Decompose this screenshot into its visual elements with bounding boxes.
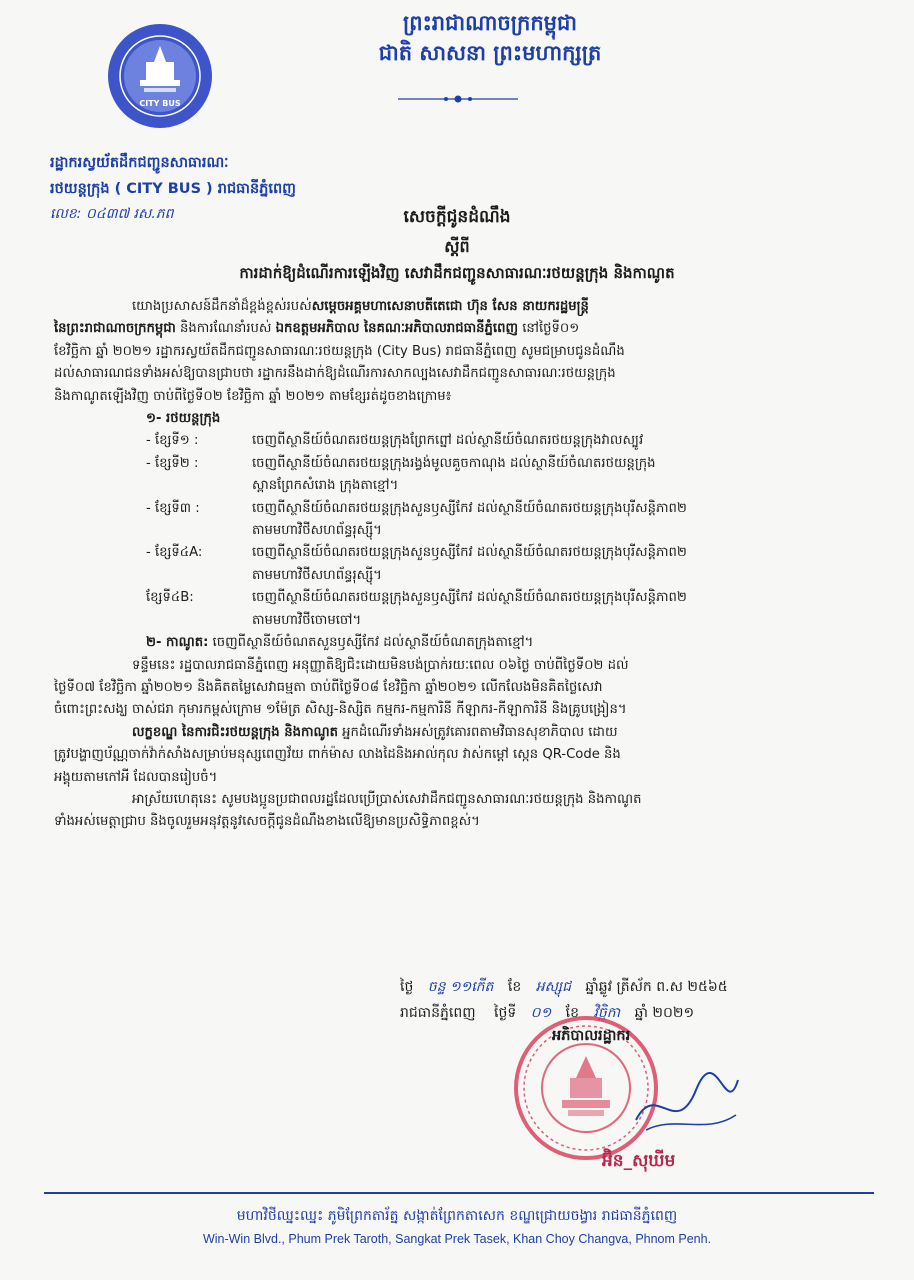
footer-address-kh: មហាវិថីឈ្នះឈ្នះ ភូមិព្រែកតារ័ត្ន សង្កាត់ព្រែកតាសេក ខណ្ឌជ្រោយចង្វារ រាជធានីភ្នំពេញ	[236, 1208, 678, 1224]
intro-text: យោងប្រសាសន៍ដឹកនាំដ៏ខ្ពង់ខ្ពស់របស់	[132, 299, 312, 314]
route-item-cont	[54, 565, 872, 587]
para-conditions-3: អង្គុយតាមកៅអី ដែលបានរៀបចំ។	[54, 769, 218, 785]
route-text: ចេញពីស្ថានីយ៍ចំណតរថយន្តក្រុងព្រែកព្នៅ ដល់ស្ថានីយ៍ចំណតរថយន្តក្រុងវាលស្បូវ	[252, 433, 644, 449]
solar-date: រាជធានីភ្នំពេញ ថ្ងៃទី ០១ ខែ វិច្ឆិកា ឆ្នាំ ២០២១	[400, 1005, 695, 1021]
intro-kingdom: នៃព្រះរាជាណាចក្រកម្ពុជា	[54, 321, 176, 337]
route-text: ចេញពីស្ថានីយ៍ចំណតរថយន្តក្រុងសួនឫស្សីកែវ ដល់ស្ថានីយ៍ចំណតរថយន្តក្រុងបុរីសន្តិភាព២	[252, 545, 687, 561]
route-text: ចេញពីស្ថានីយ៍ចំណតរថយន្តក្រុងរង្វង់មូលគួចកាណុង ដល់ស្ថានីយ៍ចំណតរថយន្តក្រុង	[252, 455, 656, 471]
route-text: តាមមហាវិថីចោមចៅ។	[252, 612, 362, 628]
conditions-text: អ្នកដំណើរទាំងអស់ត្រូវគោរពតាមវិធានសុខាភិបាល ដោយ	[337, 724, 618, 740]
route-item	[54, 430, 872, 452]
kingdom-line-1: ព្រះរាជាណាចក្រកម្ពុជា	[402, 11, 577, 35]
organization-name	[50, 150, 296, 202]
doc-subtitle: ស្តីពី	[444, 237, 470, 256]
city-bus-logo	[106, 22, 214, 130]
intro-line-5: និងកាណូតឡើងវិញ ចាប់ពីថ្ងៃទី០២ ខែវិច្ឆិកា ឆ្នាំ ២០២១ តាមខ្សែរត់ដូចខាងក្រោម៖	[54, 388, 452, 404]
route-label: - ខ្សែទី២ :	[146, 455, 199, 471]
intro-governor: ឯកឧត្តមអភិបាល នៃគណៈអភិបាលរាជធានីភ្នំពេញ	[275, 321, 519, 337]
doc-title: សេចក្តីជូនដំណឹង	[403, 207, 511, 227]
para-closing-2: ទាំងអស់មេត្តាជ្រាប និងចូលរួមអនុវត្តនូវសេចក្តីជូនដំណឹងខាងលើឱ្យមានប្រសិទ្ធិភាពខ្ពស់។	[54, 814, 480, 830]
route-label: - ខ្សែទី៣ :	[146, 500, 200, 516]
place-name: រាជធានីភ្នំពេញ	[400, 1005, 476, 1021]
intro-line-4: ដល់សាធារណជនទាំងអស់ឱ្យបានជ្រាបថា រដ្ឋាករនឹងដាក់ឱ្យដំណើរការសាកល្បងសេវាដឹកជញ្ជូនសាធារណៈរថយន្តក្រុង	[54, 366, 616, 382]
lunar-day: ចន្ទ ១១កេីត	[427, 979, 494, 995]
route-text: ចេញពីស្ថានីយ៍ចំណតរថយន្តក្រុងសួនឫស្សីកែវ ដល់ស្ថានីយ៍ចំណតរថយន្តក្រុងបុរីសន្តិភាព២	[252, 500, 687, 516]
ferry-text: ចេញពីស្ថានីយ៍ចំណតសួនឫស្សីកែវ ដល់ស្ថានីយ៍ចំណតក្រុងតាខ្មៅ។	[208, 635, 534, 651]
route-text: តាមមហាវិថីសហព័ន្ធរុស្ស៊ី។	[252, 567, 382, 583]
ornament-divider	[398, 92, 518, 106]
kingdom-line-2: ជាតិ សាសនា ព្រះមហាក្សត្រ	[378, 41, 602, 65]
route-label: ខ្សែទី៤B:	[146, 590, 194, 606]
intro-pm-name: សម្តេចអគ្គមហាសេនាបតីតេជោ ហ៊ុន សែន នាយករដ្ឋមន្ត្រី	[311, 299, 589, 314]
route-item	[54, 453, 872, 475]
route-item	[54, 542, 872, 564]
para-closing-1: អាស្រ័យហេតុនេះ សូមបងប្អូនប្រជាពលរដ្ឋដែលប្រើប្រាស់សេវាដឹកជញ្ជូនសាធារណៈរថយន្តក្រុង និងកាណូត	[132, 791, 642, 807]
notice-body	[54, 296, 872, 834]
solar-year: ឆ្នាំ ២០២១	[634, 1005, 695, 1021]
lunar-date: ថ្ងៃ ចន្ទ ១១កេីត ខែ អស្សុជ ឆ្នាំឆ្លូវ ត្រីស័ក ព.ស ២៥៦៥	[400, 979, 728, 995]
para-free-ride-1: ទន្ទឹមនេះ រដ្ឋបាលរាជធានីភ្នំពេញ អនុញ្ញាតិឱ្យជិះដោយមិនបង់ប្រាក់រយៈពេល ០៦ថ្ងៃ ចាប់ពីថ្ងៃទី០២ ដល់	[132, 657, 629, 673]
intro-line-1	[54, 296, 872, 318]
route-item	[54, 587, 872, 609]
route-text: តាមមហាវិថីសហព័ន្ធរុស្ស៊ី។	[252, 523, 382, 539]
lunar-month: អស្សុជ	[535, 979, 571, 995]
route-item-cont	[54, 610, 872, 632]
logo-text: CITY BUS	[139, 99, 181, 108]
doc-subject: ការដាក់ឱ្យដំណើរការឡើងវិញ សេវាដឹកជញ្ជូនសាធារណៈរថយន្តក្រុង និងកាណូត	[239, 264, 675, 282]
route-label: - ខ្សែទី១ :	[146, 433, 199, 449]
route-item-cont	[54, 475, 872, 497]
ferry-label: ២- កាណូត:	[146, 635, 209, 651]
intro-line-3: ខែវិច្ឆិកា ឆ្នាំ ២០២១ រដ្ឋាករស្វយ័តដឹកជញ្ជូនសាធារណៈរថយន្តក្រុង (City Bus) រាជធានីភ្នំពេញ សូមជម្រាបជូនដំណឹង	[54, 343, 625, 359]
reference-number: លេខ: ០៤៣៧ រស.ភព	[50, 206, 174, 222]
handwritten-signature	[626, 1060, 746, 1150]
kingdom-header	[360, 8, 620, 68]
para-conditions-1	[54, 722, 872, 744]
solar-day: ០១	[530, 1005, 552, 1021]
route-text: ចេញពីស្ថានីយ៍ចំណតរថយន្តក្រុងសួនឫស្សីកែវ ដល់ស្ថានីយ៍ចំណតរថយន្តក្រុងបុរីសន្តិភាព២	[252, 590, 687, 606]
para-free-ride-2: ថ្ងៃទី០៧ ខែវិច្ឆិកា ឆ្នាំ២០២១ និងគិតតម្លៃសេវាធម្មតា ចាប់ពីថ្ងៃទី០៨ ខែវិច្ឆិកា ឆ្នាំ២០២១ លើកលែងមិនគិតថ្លៃសេវា	[54, 679, 603, 695]
section-bus: ១- រថយន្តក្រុង	[146, 411, 221, 427]
footer-address-en: Win-Win Blvd., Phum Prek Taroth, Sangkat Prek Tasek, Khan Choy Changva, Phnom Penh.	[202, 1232, 712, 1246]
conditions-label: លក្ខខណ្ឌ នៃការជិះរថយន្តក្រុង និងកាណូត	[132, 724, 338, 740]
route-text: ស្ពានព្រែកសំរោង ក្រុងតាខ្មៅ។	[252, 478, 399, 494]
intro-line-2	[54, 318, 872, 340]
section-ferry	[54, 632, 872, 654]
route-label: - ខ្សែទី៤A:	[146, 545, 203, 561]
signer-name: អ៊ិន_សុឃីម	[602, 1151, 676, 1171]
route-item	[54, 498, 872, 520]
intro-text: នៅថ្ងៃទី០១	[518, 321, 580, 337]
para-free-ride-3: ចំពោះព្រះសង្ឃ ចាស់ជរា កុមារកម្ពស់ក្រោម ១ម៉ែត្រ សិស្ស-និស្សិត កម្មករ-កម្មការិនី កីឡាករ-កីឡាការិនី និងគ្រូបង្រៀន។	[54, 702, 627, 718]
solar-month: វិច្ឆិកា	[593, 1005, 621, 1021]
intro-text: និងការណែនាំរបស់	[175, 321, 276, 337]
lunar-year: ឆ្នាំឆ្លូវ ត្រីស័ក ព.ស ២៥៦៥	[585, 979, 728, 995]
org-line-2: រថយន្តក្រុង ( CITY BUS ) រាជធានីភ្នំពេញ	[50, 181, 296, 197]
footer-divider	[44, 1192, 874, 1194]
org-line-1: រដ្ឋាករស្វយ័តដឹកជញ្ជូនសាធារណៈ	[50, 155, 229, 171]
route-item-cont	[54, 520, 872, 542]
route-list	[54, 430, 872, 632]
para-conditions-2: ត្រូវបង្ហាញប័ណ្ណចាក់វ៉ាក់សាំងសម្រាប់មនុស្សពេញវ័យ ពាក់ម៉ាស លាងដៃនិងអាល់កុល វាស់កម្តៅ ស្កេន QR-Code និង	[54, 747, 621, 763]
signer-title: អភិបាលរដ្ឋាករ	[552, 1028, 631, 1044]
